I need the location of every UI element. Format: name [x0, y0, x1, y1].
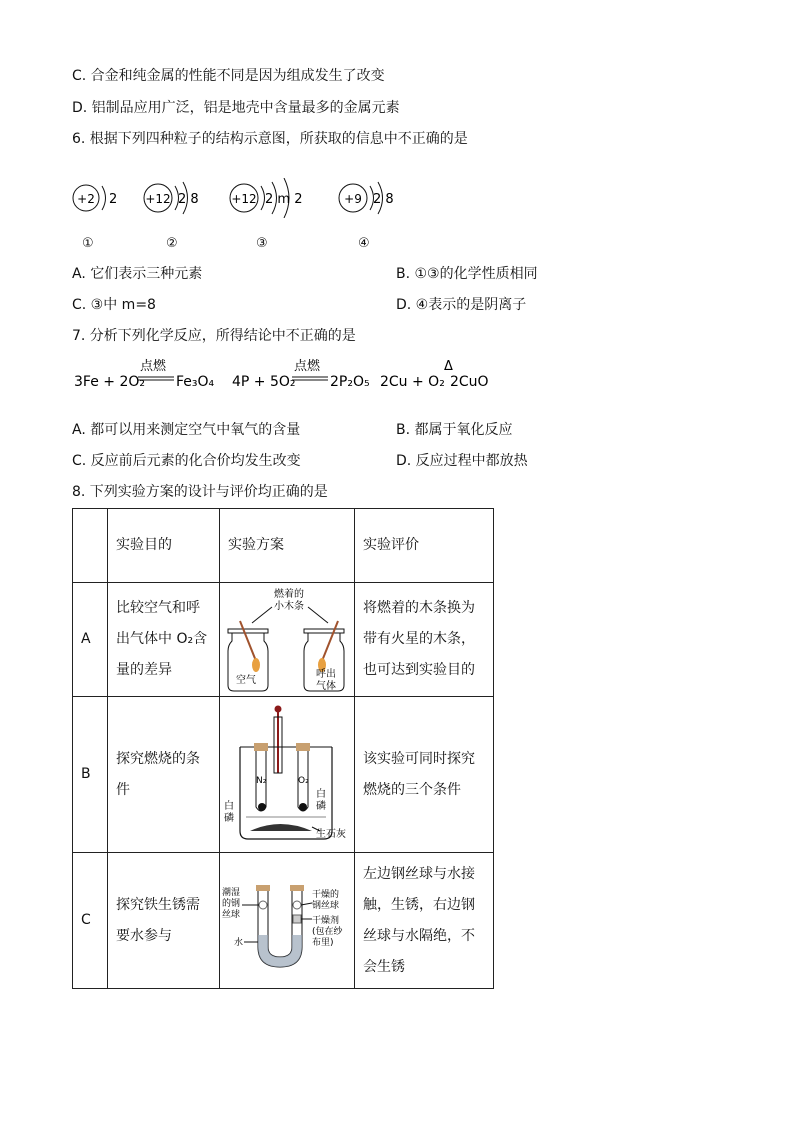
atom-label-3: ③: [256, 236, 268, 251]
svg-text:+12: +12: [231, 192, 257, 206]
q7-option-c: C. 反应前后元素的化合价均发生改变: [72, 453, 301, 469]
table-row: [73, 583, 494, 697]
svg-text:Fe₃O₄: Fe₃O₄: [176, 374, 215, 390]
row-eval: 该实验可同时探究 燃烧的三个条件: [355, 697, 494, 853]
svg-text:气体: 气体: [316, 680, 336, 692]
atom-label-4: ④: [358, 236, 370, 251]
row-letter: A: [73, 583, 108, 697]
row-plan-figure: [220, 853, 355, 989]
row-goal: 比较空气和呼 出气体中 O₂含 量的差异: [108, 583, 220, 697]
svg-text:布里): 布里): [312, 937, 334, 948]
q6-option-d: D. ④表示的是阴离子: [396, 297, 527, 313]
svg-text:干燥剂: 干燥剂: [312, 915, 340, 926]
svg-text:2 m 2: 2 m 2: [265, 192, 303, 207]
svg-text:点燃: 点燃: [294, 359, 321, 374]
row-plan-figure: [220, 583, 355, 697]
q6-option-a: A. 它们表示三种元素: [72, 266, 203, 282]
header-cell-empty: [73, 509, 108, 583]
row-letter: C: [73, 853, 108, 989]
svg-text:水: 水: [234, 937, 244, 948]
atom-diagram-4: [338, 178, 408, 222]
q6-option-c: C. ③中 m=8: [72, 297, 156, 313]
atom-label-2: ②: [166, 236, 178, 251]
header-cell-goal: 实验目的: [108, 509, 220, 583]
q5-option-d: D. 铝制品应用广泛，铝是地壳中含量最多的金属元素: [72, 100, 400, 116]
atom-diagram-3: [228, 178, 308, 222]
svg-text:的钢: 的钢: [222, 898, 241, 909]
q5-option-c: C. 合金和纯金属的性能不同是因为组成发生了改变: [72, 68, 385, 84]
atom-diagram-1: [72, 178, 132, 222]
svg-text:+2: +2: [77, 192, 95, 206]
svg-text:空气: 空气: [236, 674, 256, 686]
u-tube-rust-figure: [220, 855, 354, 987]
q7-option-a: A. 都可以用来测定空气中氧气的含量: [72, 422, 301, 438]
svg-text:+9: +9: [344, 192, 362, 206]
svg-text:潮湿: 潮湿: [222, 887, 241, 898]
equation-1: [72, 356, 222, 400]
phosphorus-beaker-figure: [220, 699, 354, 851]
svg-text:白: 白: [316, 788, 326, 800]
svg-text:磷: 磷: [224, 812, 234, 824]
svg-text:干燥的: 干燥的: [312, 889, 340, 900]
row-plan-figure: [220, 697, 355, 853]
svg-text:呼出: 呼出: [316, 668, 336, 680]
q7-option-b: B. 都属于氧化反应: [396, 422, 513, 438]
table-row: [73, 697, 494, 853]
svg-text:白: 白: [224, 800, 234, 812]
row-goal: 探究燃烧的条 件: [108, 697, 220, 853]
equation-3: [378, 356, 508, 400]
q7-stem: 7. 分析下列化学反应，所得结论中不正确的是: [72, 328, 356, 344]
svg-text:2 8: 2 8: [373, 192, 394, 207]
atom-label-1: ①: [82, 236, 94, 251]
svg-text:2P₂O₅: 2P₂O₅: [330, 374, 370, 390]
atom-diagram-2: [143, 178, 213, 222]
svg-text:(包在纱: (包在纱: [312, 926, 343, 937]
row-eval: 左边钢丝球与水接 触，生锈，右边钢 丝球与水隔绝，不 会生锈: [355, 853, 494, 989]
row-goal: 探究铁生锈需 要水参与: [108, 853, 220, 989]
header-cell-plan: 实验方案: [220, 509, 355, 583]
svg-text:燃着的: 燃着的: [274, 588, 304, 600]
svg-text:钢丝球: 钢丝球: [312, 900, 340, 911]
svg-text:点燃: 点燃: [140, 359, 167, 374]
svg-text:4P + 5O₂: 4P + 5O₂: [232, 374, 296, 390]
equation-2: [230, 356, 380, 400]
header-cell-eval: 实验评价: [355, 509, 494, 583]
svg-text:2Cu + O₂: 2Cu + O₂: [380, 374, 445, 390]
svg-text:丝球: 丝球: [222, 909, 241, 920]
table-header-row: [73, 509, 494, 583]
q6-option-b: B. ①③的化学性质相同: [396, 266, 538, 282]
svg-text:N₂: N₂: [256, 775, 267, 786]
table-row: [73, 853, 494, 989]
svg-text:小木条: 小木条: [274, 600, 304, 612]
svg-text:Δ: Δ: [444, 359, 453, 374]
row-letter: B: [73, 697, 108, 853]
svg-text:3Fe + 2O₂: 3Fe + 2O₂: [74, 374, 145, 390]
svg-text:+12: +12: [145, 192, 171, 206]
svg-text:2 8: 2 8: [178, 192, 199, 207]
q6-stem: 6. 根据下列四种粒子的结构示意图，所获取的信息中不正确的是: [72, 131, 468, 147]
svg-text:生石灰: 生石灰: [316, 828, 346, 840]
svg-text:磷: 磷: [316, 800, 326, 812]
row-eval: 将燃着的木条换为 带有火星的木条， 也可达到实验目的: [355, 583, 494, 697]
svg-text:O₂: O₂: [298, 775, 309, 786]
jar-comparison-figure: [220, 585, 354, 695]
experiment-table: [72, 508, 494, 989]
svg-text:2: 2: [109, 192, 118, 207]
q8-stem: 8. 下列实验方案的设计与评价均正确的是: [72, 484, 328, 500]
svg-text:2CuO: 2CuO: [450, 374, 489, 390]
q7-option-d: D. 反应过程中都放热: [396, 453, 528, 469]
